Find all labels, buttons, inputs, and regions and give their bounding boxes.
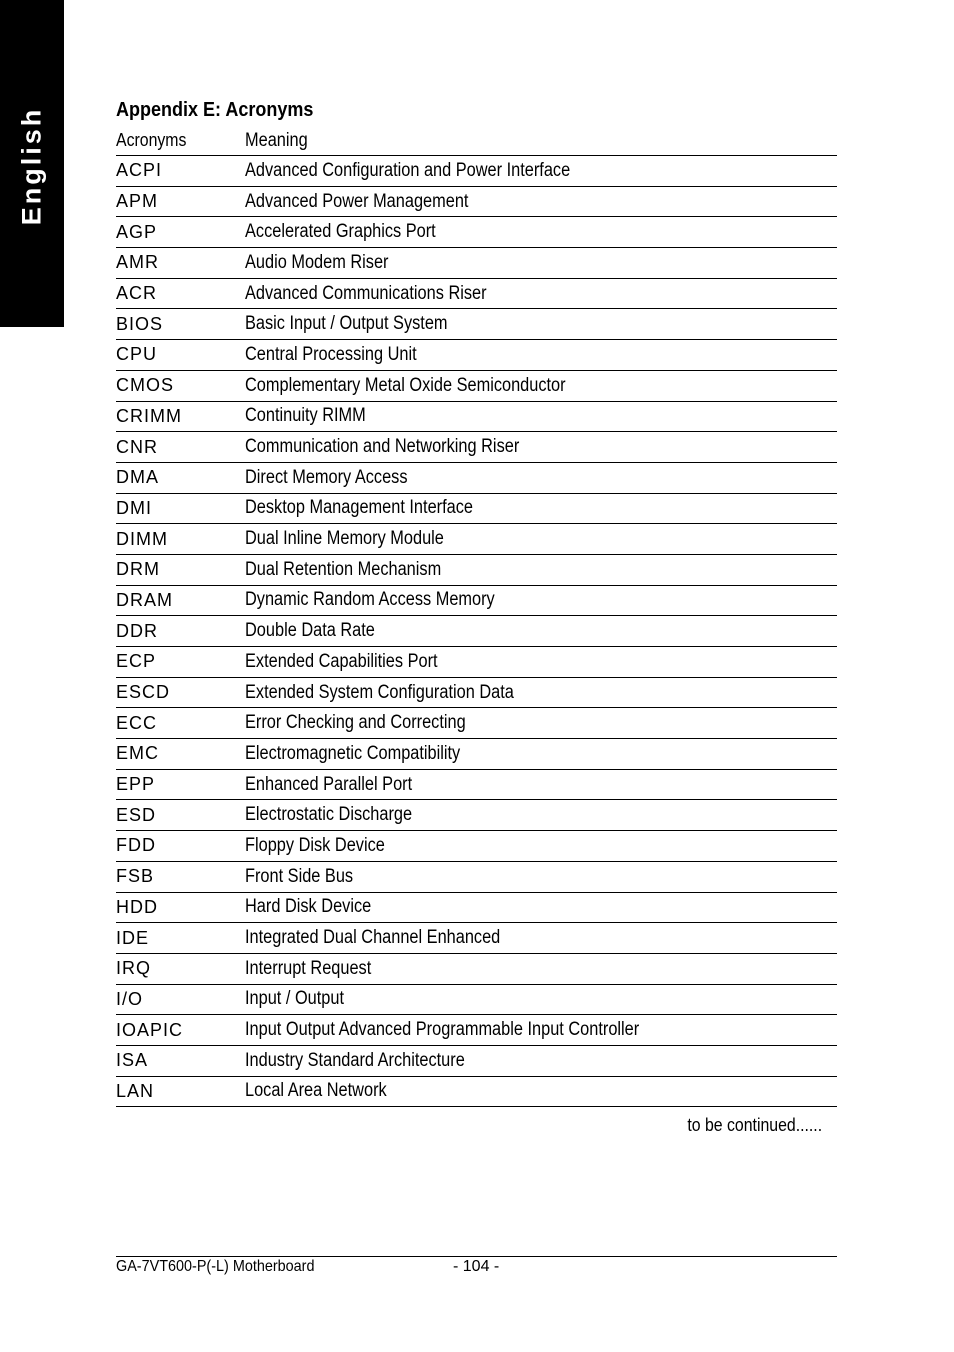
meaning-cell: Error Checking and Correcting [245, 712, 466, 734]
table-row [116, 217, 837, 248]
table-row [116, 770, 837, 801]
acronym-cell: IOAPIC [116, 1019, 184, 1040]
acronym-cell: IDE [116, 927, 150, 948]
appendix-content [116, 96, 837, 1138]
acronym-cell: EMC [116, 743, 159, 764]
meaning-cell: Continuity RIMM [245, 405, 366, 427]
meaning-cell: Extended Capabilities Port [245, 650, 438, 672]
acronym-cell: ESCD [116, 682, 171, 703]
table-row [116, 432, 837, 463]
acronym-cell: EPP [116, 774, 156, 795]
acronym-cell: ISA [116, 1050, 149, 1071]
meaning-cell: Communication and Networking Riser [245, 436, 520, 458]
meaning-cell: Advanced Configuration and Power Interface [245, 159, 571, 181]
page-title: Appendix E: Acronyms [116, 99, 314, 121]
meaning-cell: Dual Retention Mechanism [245, 558, 442, 580]
meaning-cell: Dynamic Random Access Memory [245, 589, 495, 611]
table-row [116, 279, 837, 310]
table-row [116, 985, 837, 1016]
meaning-cell: Front Side Bus [245, 865, 354, 887]
table-row [116, 800, 837, 831]
continued-note-text: to be continued...... [687, 1115, 822, 1136]
footer-page-number: - 104 - [453, 1258, 500, 1275]
table-row [116, 187, 837, 218]
meaning-cell: Desktop Management Interface [245, 497, 473, 519]
meaning-cell: Integrated Dual Channel Enhanced [245, 927, 501, 949]
acronym-cell: IRQ [116, 958, 152, 979]
acronym-cell: CMOS [116, 375, 174, 396]
acronym-cell: DIMM [116, 528, 168, 549]
table-row [116, 248, 837, 279]
acronym-table [116, 156, 837, 1107]
table-row [116, 555, 837, 586]
acronym-cell: BIOS [116, 313, 164, 334]
table-header [116, 126, 837, 156]
meaning-cell: Direct Memory Access [245, 466, 408, 488]
acronym-cell: ECC [116, 712, 158, 733]
table-row [116, 862, 837, 893]
page-footer [116, 1256, 837, 1281]
acronym-cell: I/O [116, 988, 144, 1009]
meaning-cell: Interrupt Request [245, 957, 372, 979]
acronym-cell: DMA [116, 467, 159, 488]
table-row [116, 402, 837, 433]
meaning-cell: Input / Output [245, 988, 345, 1010]
table-row [116, 371, 837, 402]
meaning-cell: Central Processing Unit [245, 343, 417, 365]
table-row [116, 647, 837, 678]
acronym-cell: AMR [116, 252, 159, 273]
table-row [116, 831, 837, 862]
acronym-cell: DDR [116, 620, 158, 641]
meaning-cell: Floppy Disk Device [245, 834, 385, 856]
header-meaning: Meaning [245, 129, 308, 151]
acronym-cell: ESD [116, 804, 157, 825]
header-acronyms: Acronyms [116, 130, 187, 150]
table-row [116, 340, 837, 371]
meaning-cell: Input Output Advanced Programmable Input Controller [245, 1019, 640, 1041]
table-row [116, 463, 837, 494]
table-row [116, 1046, 837, 1077]
acronym-cell: AGP [116, 221, 158, 242]
meaning-cell: Complementary Metal Oxide Semiconductor [245, 374, 566, 396]
table-row [116, 524, 837, 555]
acronym-cell: DRAM [116, 589, 173, 610]
meaning-cell: Accelerated Graphics Port [245, 221, 436, 243]
meaning-cell: Extended System Configuration Data [245, 681, 514, 703]
table-row [116, 1015, 837, 1046]
meaning-cell: Industry Standard Architecture [245, 1049, 465, 1071]
acronym-cell: DMI [116, 497, 152, 518]
table-row [116, 954, 837, 985]
acronym-cell: FDD [116, 835, 156, 856]
meaning-cell: Audio Modem Riser [245, 251, 389, 273]
table-row [116, 616, 837, 647]
table-row [116, 586, 837, 617]
meaning-cell: Local Area Network [245, 1080, 387, 1102]
table-row [116, 494, 837, 525]
meaning-cell: Electromagnetic Compatibility [245, 742, 461, 764]
meaning-cell: Electrostatic Discharge [245, 804, 413, 826]
acronym-cell: CRIMM [116, 405, 182, 426]
meaning-cell: Enhanced Parallel Port [245, 773, 413, 795]
table-row [116, 309, 837, 340]
meaning-cell: Advanced Power Management [245, 190, 469, 212]
acronym-cell: ECP [116, 651, 157, 672]
meaning-cell: Hard Disk Device [245, 896, 372, 918]
table-row [116, 678, 837, 709]
acronym-cell: LAN [116, 1080, 155, 1101]
acronym-cell: ACPI [116, 160, 163, 181]
acronym-cell: CPU [116, 344, 158, 365]
language-tab-label: English [16, 106, 47, 226]
meaning-cell: Basic Input / Output System [245, 313, 448, 335]
language-side-tab [0, 0, 64, 327]
footer-model: GA-7VT600-P(-L) Motherboard [116, 1258, 315, 1275]
table-row [116, 708, 837, 739]
table-row [116, 739, 837, 770]
table-row [116, 1077, 837, 1108]
meaning-cell: Double Data Rate [245, 620, 375, 642]
continued-note [116, 1112, 837, 1138]
table-row [116, 156, 837, 187]
table-row [116, 923, 837, 954]
acronym-cell: FSB [116, 866, 155, 887]
acronym-cell: DRM [116, 559, 160, 580]
acronym-cell: APM [116, 191, 159, 212]
table-row [116, 893, 837, 924]
acronym-cell: ACR [116, 283, 158, 304]
acronym-cell: HDD [116, 896, 158, 917]
meaning-cell: Advanced Communications Riser [245, 282, 487, 304]
meaning-cell: Dual Inline Memory Module [245, 528, 444, 550]
acronym-cell: CNR [116, 436, 158, 457]
